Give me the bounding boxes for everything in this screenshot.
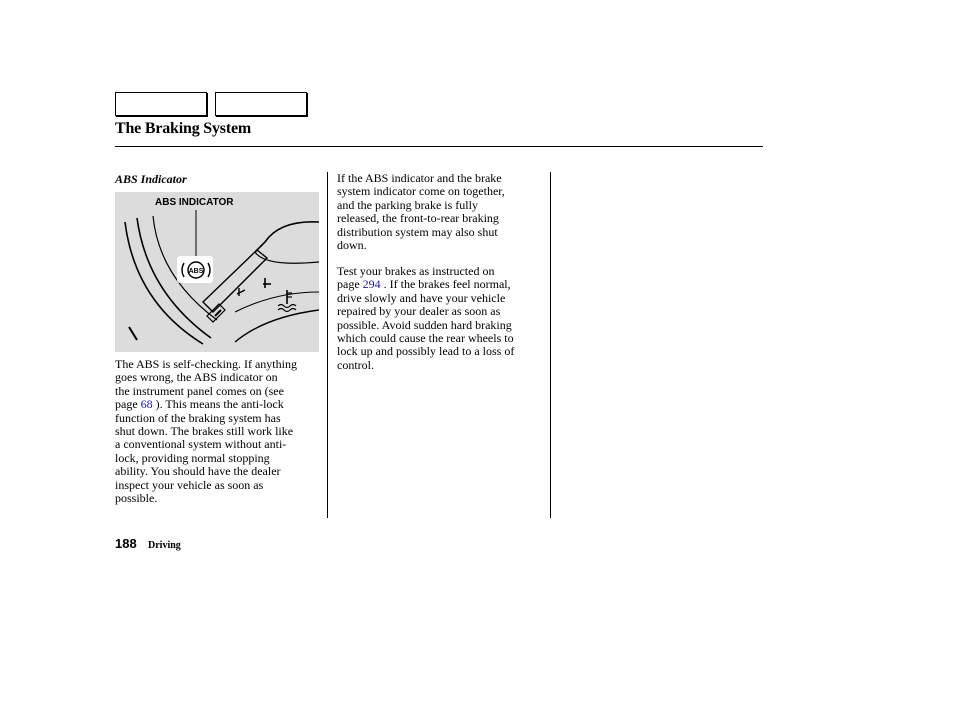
nav-button-next[interactable] [215, 92, 307, 116]
right-column-paragraph-1: If the ABS indicator and the brake system indicator come on together, and the parking brake is fully released, the front-to-rear braking distribution system may also shut down. [337, 171, 505, 253]
right-para-text-after: . If the brakes feel normal, drive slowly and have your vehicle repaired by your dealer as soon as possible. Avoid sudden hard braking which could cause the rear wheels to lock up and possibly lead to a loss of control. [337, 277, 515, 372]
title-divider [115, 146, 763, 147]
column-divider-right [550, 172, 551, 518]
abs-warning-icon [177, 256, 213, 283]
column-divider-left [327, 172, 328, 518]
page-68-link[interactable]: 68 [140, 397, 153, 412]
left-para-text-before: The ABS is self-checking. If anything goes wrong, the ABS indicator on the instrument panel comes on (see page [115, 357, 297, 412]
left-column-paragraph [115, 358, 325, 505]
left-para-text-after: ). This means the anti-lock function of the braking system has shut down. The brakes still work like a conventional system without anti- lock, providing normal stopping ability. You should have the dealer inspect your vehicle as soon as possible. [115, 397, 294, 506]
nav-button-previous[interactable] [115, 92, 207, 116]
right-column-paragraph-2 [337, 265, 547, 372]
svg-text:ABS: ABS [188, 268, 204, 275]
section-name: Driving [148, 540, 181, 551]
page-294-link[interactable]: 294 [362, 277, 381, 292]
right-para-text-before: Test your brakes as instructed on page [337, 264, 495, 292]
temperature-icon [278, 290, 296, 312]
instrument-panel-illustration [115, 192, 319, 352]
page-title: The Braking System [115, 120, 251, 137]
page-number: 188 [115, 536, 137, 551]
figure-caption: ABS Indicator [115, 172, 187, 186]
abs-indicator-figure [115, 192, 319, 352]
figure-label: ABS INDICATOR [155, 197, 234, 208]
